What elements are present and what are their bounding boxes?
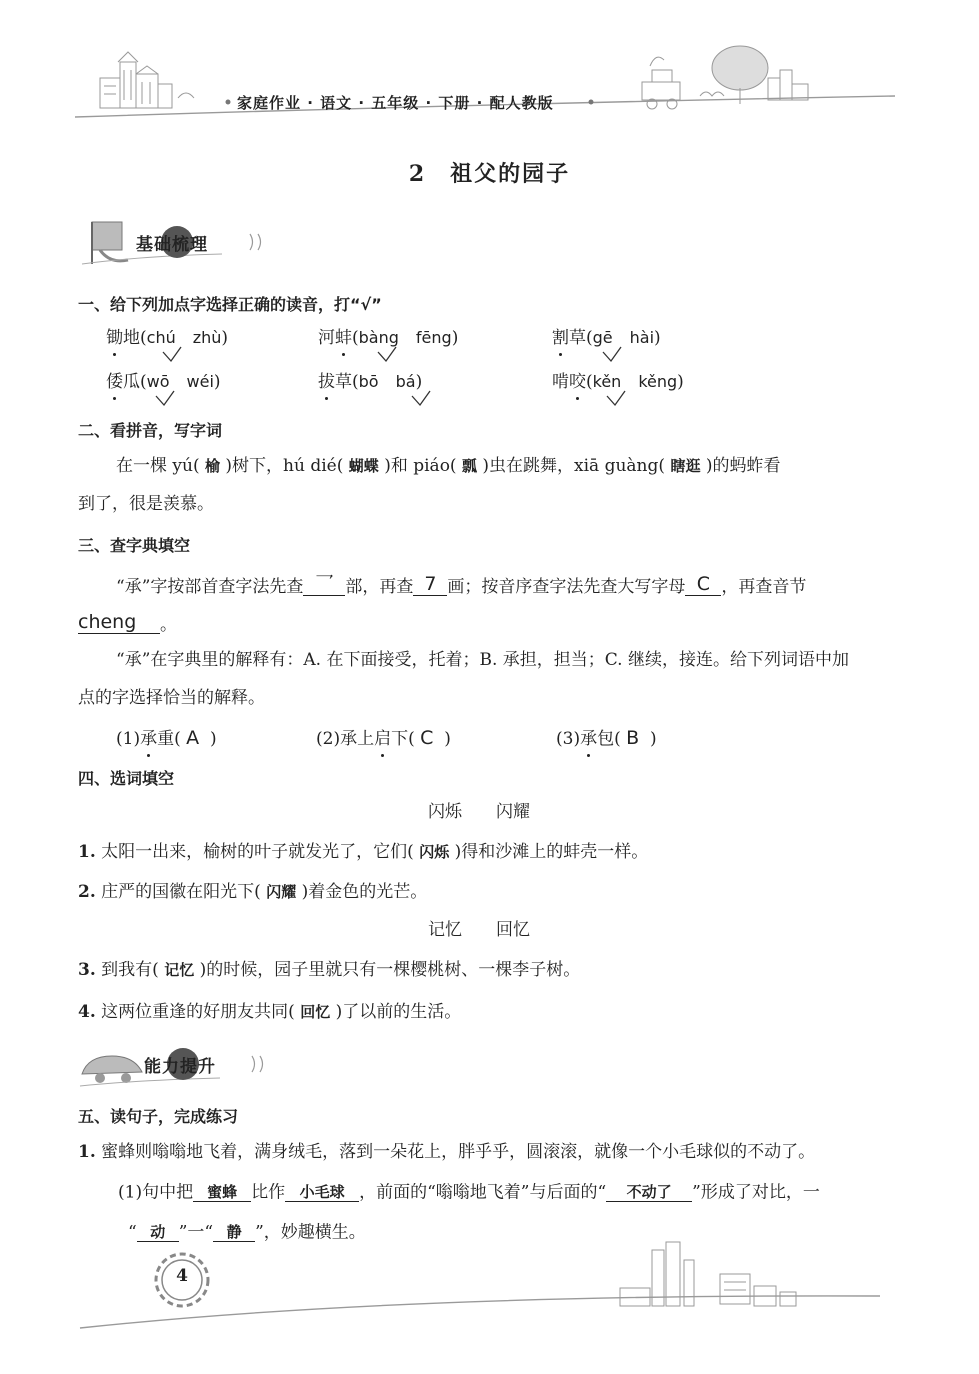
s1-item-4: 倭瓜(wō wéi) (106, 372, 221, 392)
s3-answer-syllable: cheng (78, 612, 160, 634)
s2-line-1: 在一棵 yú( 榆 )树下，hú dié( 蝴蝶 )和 piáo( 瓢 )虫在跳舞，xiā guàng( 瞎逛 )的蚂蚱看 (116, 456, 781, 476)
s2-answer-4: 瞎逛 (670, 457, 701, 475)
s3-answer-letter: C (685, 574, 721, 596)
s3-choice-1: A (186, 727, 200, 749)
s5-answer-5: 静 (213, 1224, 255, 1242)
s5-sub1: (1)句中把 蜜蜂 比作 小毛球 ，前面的“嗡嗡地飞着”与后面的“ 不动了 ”形成了对比，一 (118, 1182, 820, 1203)
s4-answer-1: 闪烁 (419, 843, 450, 861)
footer-decoration (0, 1240, 979, 1350)
s5-q1: 1. 蜜蜂则嗡嗡地飞着，满身绒毛，落到一朵花上，胖乎乎，圆滚滚，就像一个小毛球似的不动了。 (78, 1142, 816, 1162)
s4-answer-2: 闪耀 (266, 883, 297, 901)
s4-heading: 四、选词填空 (78, 769, 175, 788)
s2-answer-1: 榆 (205, 457, 221, 475)
s5-answer-1: 蜜蜂 (193, 1184, 251, 1202)
check-icon (603, 347, 621, 361)
check-icon (156, 391, 174, 405)
s1-item-2: 河蚌(bàng fēng) (318, 328, 459, 348)
s4-word-bank-2: 记忆 回忆 (428, 920, 530, 940)
s1-item-5: 拔草(bō bá) (318, 372, 423, 392)
page-number: 4 (176, 1266, 188, 1286)
s3-choice-3: B (626, 727, 640, 749)
s3-heading: 三、查字典填空 (78, 536, 191, 555)
s4-q2: 2. 庄严的国徽在阳光下( 闪耀 )着金色的光芒。 (78, 882, 428, 902)
s1-item-1: 锄地(chú zhù) (106, 328, 229, 348)
s3-answer-strokes: 7 (413, 574, 447, 596)
s3-item-2: (2)承上启下( C ) (316, 727, 451, 749)
s2-heading: 二、看拼音，写字词 (78, 421, 223, 440)
s3-para-1b: cheng 。 (78, 611, 177, 635)
s4-answer-3: 记忆 (164, 961, 195, 979)
s5-sub1b: “ 动 ”一“ 静 ”，妙趣横生。 (128, 1222, 366, 1243)
ability-badge-label: 能力提升 (144, 1057, 216, 1077)
s3-choice-2: C (420, 727, 434, 749)
s3-para-2: “承”在字典里的解释有：A. 在下面接受，托着；B. 承担，担当；C. 继续，接连。给下列词语中加 (116, 650, 849, 670)
check-icon (378, 347, 396, 361)
s2-line-2: 到了，很是羡慕。 (78, 494, 214, 514)
s3-item-3: (3)承包( B ) (556, 727, 657, 749)
s4-q1: 1. 太阳一出来，榆树的叶子就发光了，它们( 闪烁 )得和沙滩上的蚌壳一样。 (78, 842, 649, 862)
s4-word-bank-1: 闪烁 闪耀 (428, 802, 530, 822)
ability-badge (78, 1038, 278, 1094)
header-title: 家庭作业 · 语文 · 五年级 · 下册 · 配人教版 (237, 94, 554, 112)
basic-badge-label: 基础梳理 (136, 235, 208, 255)
s5-answer-3: 不动了 (606, 1184, 692, 1202)
check-marks (0, 0, 979, 420)
s1-item-3: 割草(gē hài) (552, 328, 661, 348)
s3-para-2b: 点的字选择恰当的解释。 (78, 688, 265, 708)
check-icon (607, 391, 625, 405)
s5-answer-4: 动 (137, 1224, 179, 1242)
s3-para-1: “承”字按部首查字法先查 乛 部，再查 7 画；按音序查字法先查大写字母 C ，再查音节 (116, 573, 807, 597)
s2-answer-2: 蝴蝶 (348, 457, 379, 475)
s1-heading: 一、给下列加点字选择正确的读音，打“√” (78, 295, 382, 314)
s3-item-1: (1)承重( A ) (116, 727, 217, 749)
s3-answer-radical: 乛 (303, 574, 345, 596)
s1-item-6: 啃咬(kěn kěng) (552, 372, 684, 392)
s4-q3: 3. 到我有( 记忆 )的时候，园子里就只有一棵樱桃树、一棵李子树。 (78, 960, 581, 980)
check-icon (163, 347, 181, 361)
s5-heading: 五、读句子，完成练习 (78, 1107, 239, 1126)
check-icon (412, 391, 430, 405)
s4-answer-4: 回忆 (300, 1003, 331, 1021)
s2-answer-3: 瓢 (461, 457, 477, 475)
s4-q4: 4. 这两位重逢的好朋友共同( 回忆 )了以前的生活。 (78, 1002, 462, 1022)
page-title: 2 祖父的园子 (408, 161, 571, 187)
s5-answer-2: 小毛球 (285, 1184, 359, 1202)
